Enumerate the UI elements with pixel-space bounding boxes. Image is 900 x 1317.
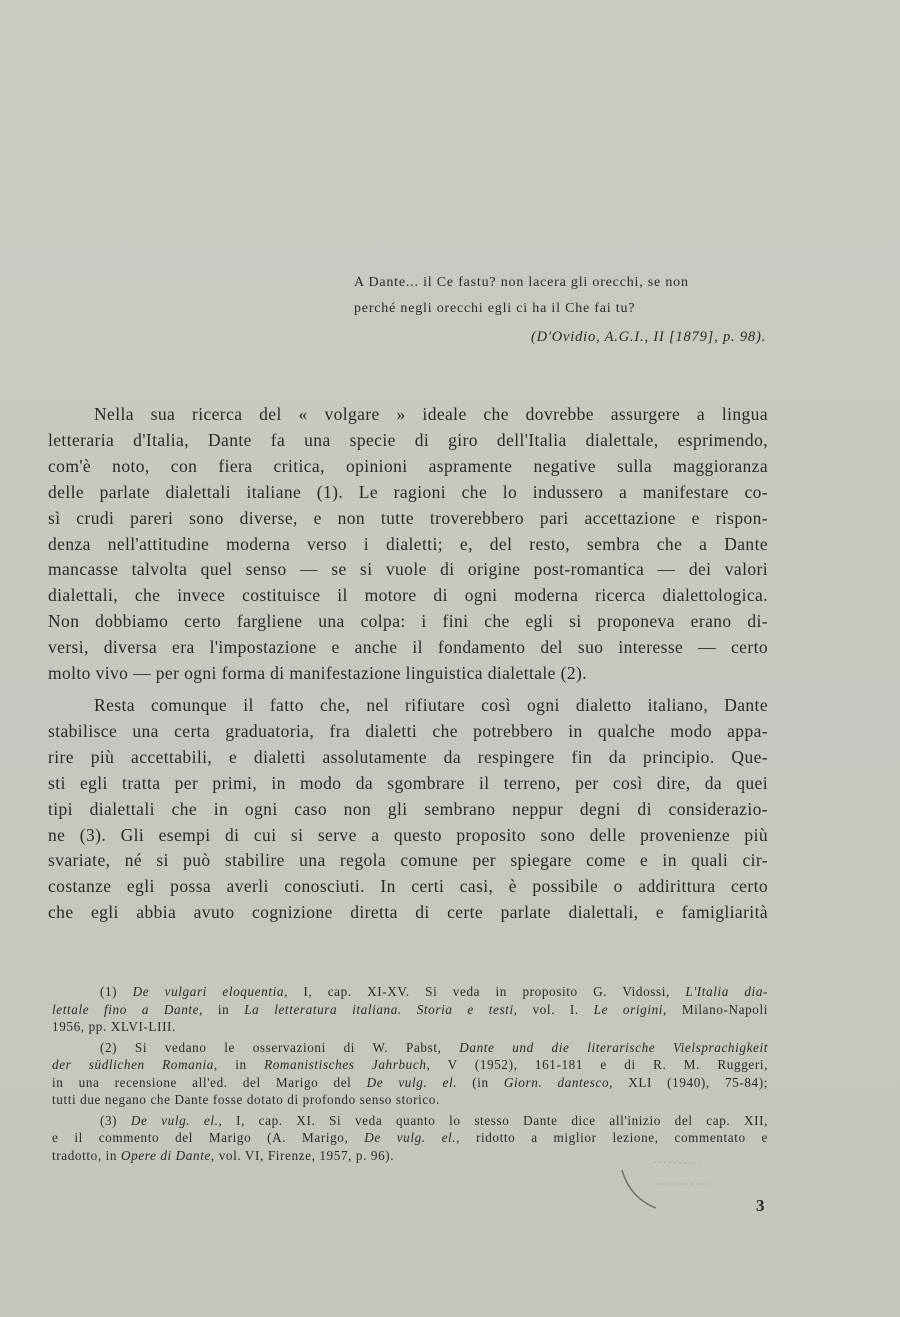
footnote-title: Opere di Dante	[120, 1147, 211, 1163]
footnote-text: (1)	[100, 984, 133, 999]
text-line: ne (3). Gli esempi di cui si serve a questo proposito sono delle provenienze più	[48, 824, 768, 845]
footnote-text: (3)	[100, 1112, 131, 1128]
text-line: versi, diversa era l'impostazione e anche il fondamento del suo interesse — certo	[48, 637, 768, 658]
text-line: sì crudi pareri sono diverse, e non tutte troverebbero pari accettazione e rispon-	[48, 507, 768, 528]
text-line: rire più accettabili, e dialetti assolutamente da respingere fin da principio. Que-	[48, 746, 768, 767]
footnote-line: 1956, pp. XLVI-LIII.	[52, 1019, 176, 1034]
text-line: Non dobbiamo certo fargliene una colpa: i fini che egli si proponeva erano di-	[48, 611, 768, 632]
footnote-title: Dante und die literarische Vielsprachigkeit	[459, 1039, 768, 1055]
footnote-title: der südlichen Romania	[52, 1057, 214, 1072]
text-line: delle parlate dialettali italiane (1). Le ragioni che lo indussero a manifestare co-	[48, 481, 768, 502]
footnote-text: , in	[199, 1001, 245, 1017]
footnote-title: De vulgari eloquentia	[132, 984, 285, 999]
text-line: dialettali, che invece costituisce il motore di ogni moderna ricerca dialettologica.	[48, 585, 768, 606]
text-line: mancasse talvolta quel senso — se si vuole di origine post-romantica — dei valori	[48, 559, 768, 580]
footnote-line: tutti due negano che Dante fosse dotato di profondo senso storico.	[52, 1092, 440, 1107]
text-line: tipi dialettali che in ogni caso non gli sembrano neppur degni di considerazio-	[48, 798, 768, 819]
footnote-title: De vulg. el.	[366, 1074, 458, 1090]
epigraph	[354, 270, 766, 350]
footnote-1	[52, 983, 768, 1036]
footnote-line	[52, 983, 768, 1001]
footnote-title: Romanistisches Jahrbuch	[264, 1057, 427, 1072]
footnote-title: La letteratura italiana. Storia e testi	[244, 1001, 514, 1017]
footnote-line	[52, 1129, 768, 1147]
footnote-title: Giorn. dantesco	[503, 1074, 610, 1090]
footnote-text: e il commento del Marigo (A. Marigo,	[52, 1130, 365, 1145]
footnote-line	[52, 1074, 768, 1092]
main-text	[48, 402, 768, 926]
text-line: com'è noto, con fiera critica, opinioni aspramente negative sulla maggioranza	[48, 455, 768, 476]
footnote-text: in una recensione all'ed. del Marigo del	[52, 1074, 367, 1090]
footnote-text: , XLI (1940), 75-84);	[609, 1074, 768, 1090]
footnote-text: , I, cap. XI. Si veda quanto lo stesso Dante dice all'inizio del cap. XII,	[218, 1112, 768, 1128]
footnote-text: , I, cap. XI-XV. Si veda in proposito G. Vidossi,	[284, 984, 686, 999]
footnote-title: De vulg. el.	[364, 1130, 457, 1145]
text-line: denza nell'attitudine moderna verso i dialetti; e, del resto, sembra che a Dante	[48, 533, 768, 554]
text-line: letteraria d'Italia, Dante fa una specie di giro dell'Italia dialettale, esprimendo,	[48, 429, 768, 450]
epigraph-line: perché negli orecchi egli ci ha il Che fai tu?	[354, 301, 636, 316]
footnote-text: , Milano-Napoli	[663, 1001, 768, 1017]
footnote-title: L'Italia dia-	[685, 984, 769, 999]
text-line: svariate, né si può stabilire una regola comune per spiegare come e in quali cir-	[48, 850, 768, 871]
text-line: stabilisce una certa graduatoria, fra dialetti che potrebbero in qualche modo appa-	[48, 720, 768, 741]
text-line: che egli abbia avuto cognizione diretta di certe parlate dialettali, e famigliarità	[48, 902, 768, 923]
footnote-text: (in	[457, 1074, 504, 1090]
footnote-line	[52, 1112, 768, 1130]
paragraph-1	[48, 402, 768, 687]
footnote-text: , vol. I.	[513, 1001, 594, 1017]
epigraph-citation: (D'Ovidio, A.G.I., II [1879], p. 98).	[530, 329, 766, 345]
footnotes	[52, 983, 768, 1167]
footnote-text: , in	[213, 1057, 265, 1072]
footnote-text: , V (1952), 161-181 e di R. M. Ruggeri,	[426, 1057, 768, 1072]
text-line: Nella sua ricerca del « volgare » ideale che dovrebbe assurgere a lingua	[94, 404, 768, 424]
footnote-title: lettale fino a Dante	[52, 1001, 200, 1017]
footnote-text: , ridotto a miglior lezione, commentato e	[456, 1130, 769, 1145]
footnote-title: Le origini	[593, 1001, 664, 1017]
page-number: 3	[756, 1196, 765, 1215]
text-line: sti egli tratta per primi, in modo da sgombrare il terreno, per così dire, da quei	[48, 772, 768, 793]
footnote-text: (2) Si vedano le osservazioni di W. Pabst,	[100, 1039, 460, 1055]
footnote-title: De vulg. el.	[130, 1112, 219, 1128]
footnote-line	[52, 1001, 768, 1019]
faded-stamp-mark	[610, 1150, 740, 1220]
paragraph-2	[48, 693, 768, 926]
footnote-text: , vol. VI, Firenze, 1957, p. 96).	[210, 1147, 395, 1163]
text-line: molto vivo — per ogni forma di manifestazione linguistica dialettale (2).	[48, 663, 587, 684]
footnote-2	[52, 1039, 768, 1109]
epigraph-line: A Dante... il Ce fastu? non lacera gli orecchi, se non	[354, 275, 689, 290]
text-line: Resta comunque il fatto che, nel rifiutare così ogni dialetto italiano, Dante	[94, 694, 768, 715]
footnote-text: tradotto, in	[52, 1147, 121, 1163]
text-line: costanze egli possa averli conosciuti. In certi casi, è possibile o addirittura certo	[48, 876, 768, 897]
footnote-line	[52, 1056, 768, 1074]
footnote-line	[52, 1039, 768, 1057]
